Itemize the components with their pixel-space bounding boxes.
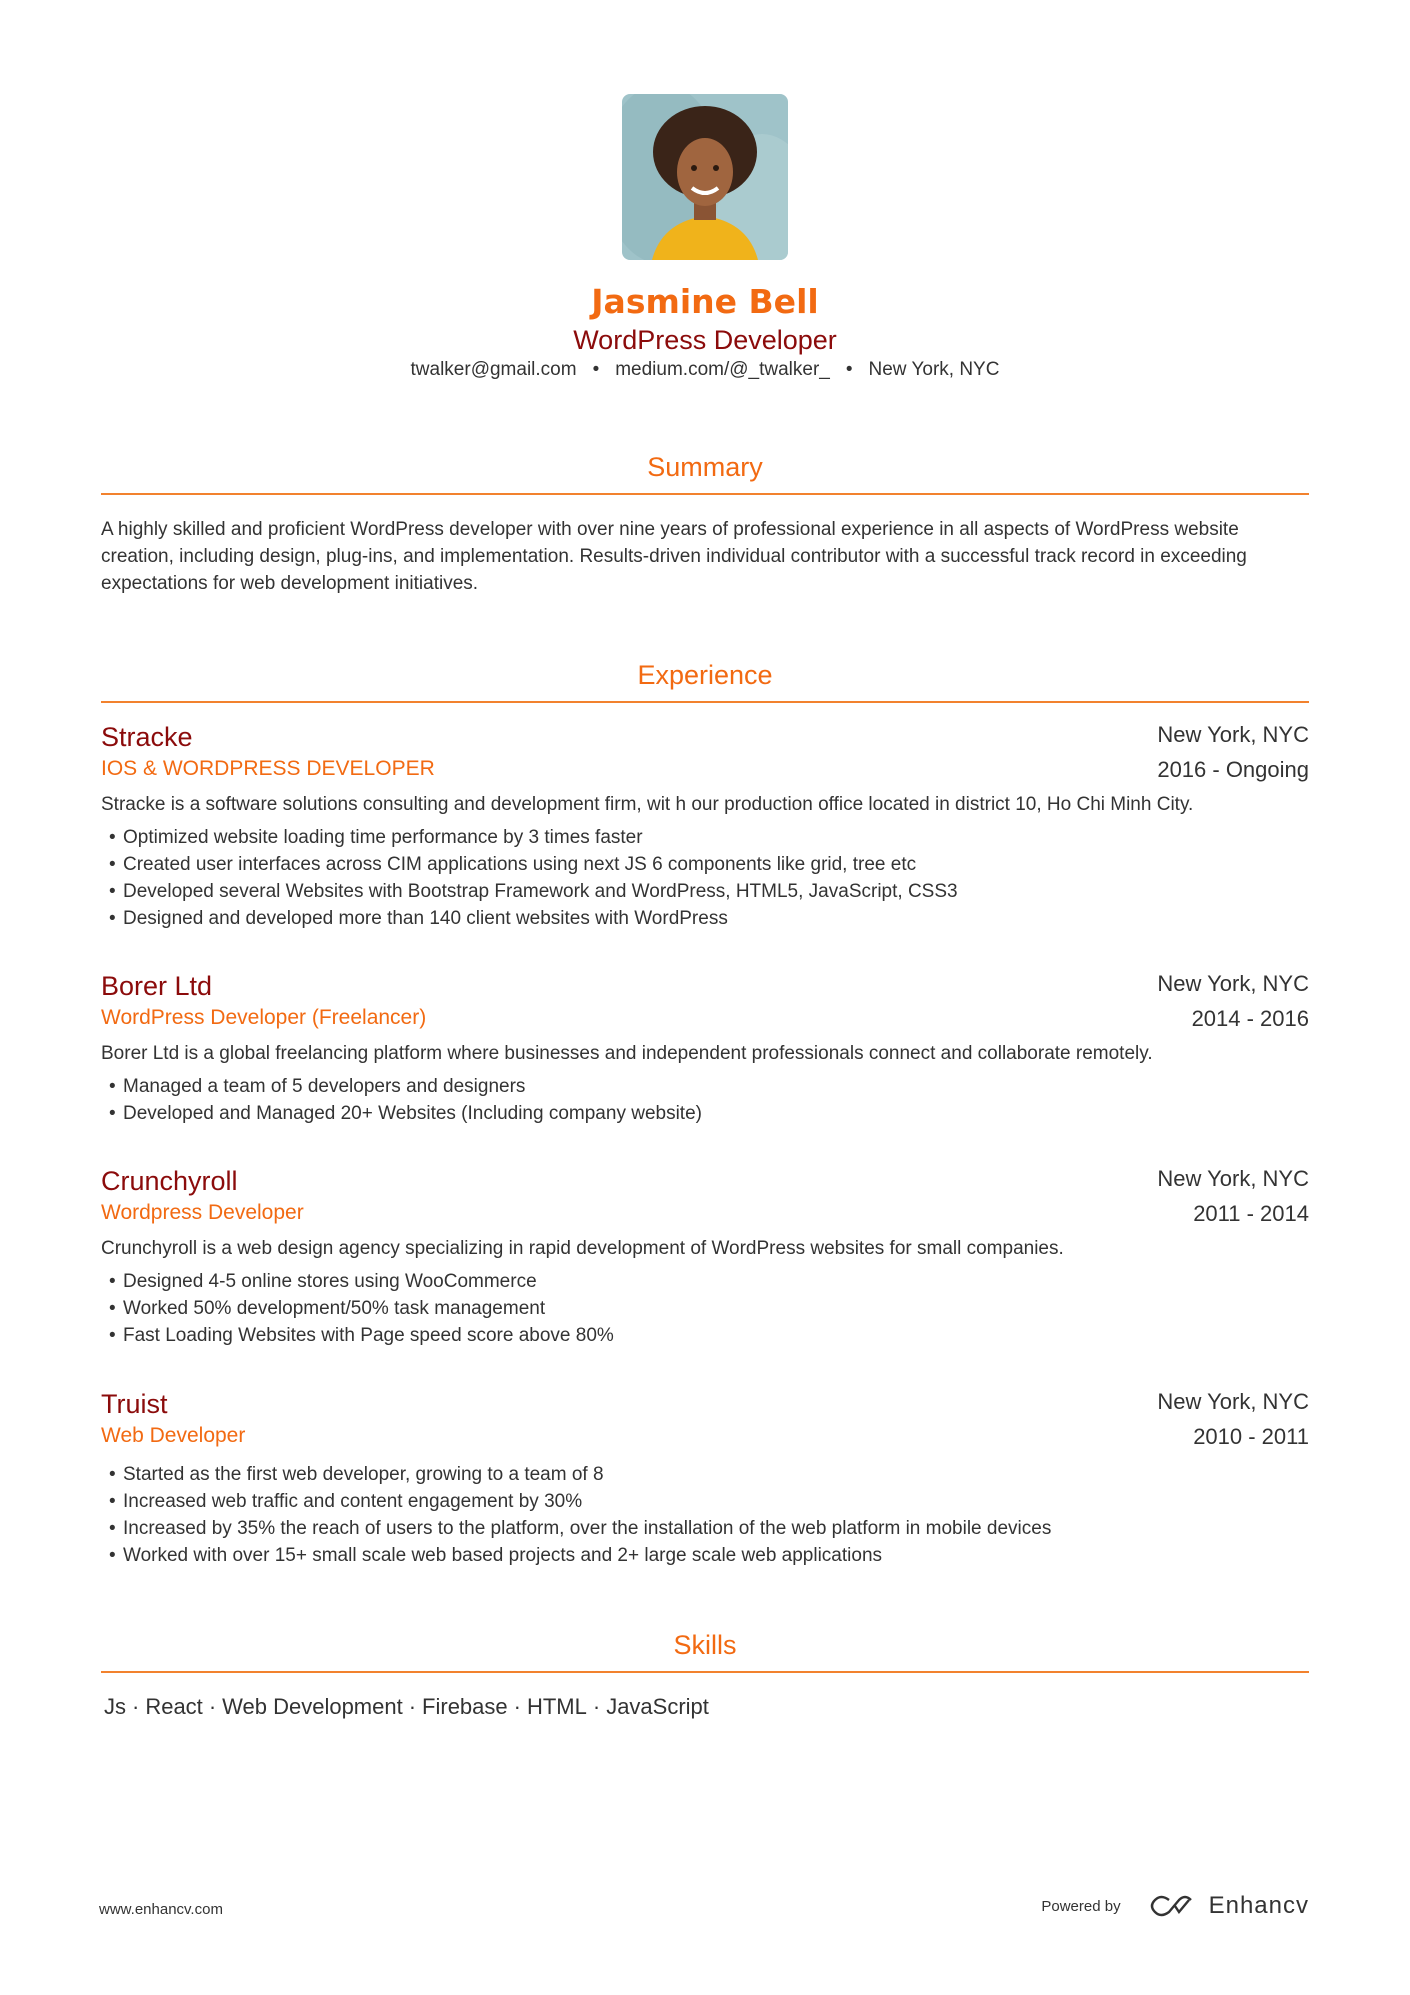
skill-item: React: [145, 1694, 203, 1719]
job-bullets: [101, 1268, 614, 1349]
enhancv-logo-icon: [1149, 1894, 1195, 1918]
job-location: New York, NYC: [1157, 1166, 1309, 1191]
job-location: New York, NYC: [1157, 971, 1309, 996]
list-item: • Worked with over 15+ small scale web based projects and 2+ large scale web applications: [101, 1542, 1051, 1569]
list-item: • Designed and developed more than 140 client websites with WordPress: [101, 905, 958, 932]
footer-branding: [1041, 1892, 1309, 1920]
list-item: • Optimized website loading time performance by 3 times faster: [101, 824, 958, 851]
job-bullets: [101, 1461, 1051, 1569]
skill-item: Js: [104, 1694, 126, 1719]
list-item: • Designed 4-5 online stores using WooCommerce: [101, 1268, 614, 1295]
candidate-title: WordPress Developer: [573, 325, 837, 355]
profile-photo: [622, 94, 788, 260]
list-item: • Developed and Managed 20+ Websites (Including company website): [101, 1100, 702, 1127]
experience-divider: [101, 701, 1309, 703]
contact-info: twalker@gmail.com • medium.com/@_twalker_ • New York, NYC: [410, 359, 1000, 380]
summary-divider: [101, 493, 1309, 495]
list-item: • Started as the first web developer, growing to a team of 8: [101, 1461, 1051, 1488]
job-role: Web Developer: [101, 1424, 246, 1447]
company-name: Stracke: [101, 722, 193, 752]
experience-heading: Experience: [637, 660, 773, 690]
list-item: • Increased web traffic and content engagement by 30%: [101, 1488, 1051, 1515]
powered-by-label: Powered by: [1041, 1897, 1121, 1915]
email[interactable]: twalker@gmail.com: [410, 359, 577, 380]
job-dates: 2016 - Ongoing: [1157, 757, 1309, 782]
job-dates: 2011 - 2014: [1193, 1201, 1309, 1226]
job-description: Crunchyroll is a web design agency specializing in rapid development of WordPress websites for small companies.: [101, 1238, 1064, 1259]
summary-heading: Summary: [647, 452, 763, 482]
skills-heading: Skills: [673, 1630, 737, 1660]
skill-item: HTML: [526, 1694, 587, 1719]
job-location: New York, NYC: [1157, 722, 1309, 747]
job-description: Borer Ltd is a global freelancing platform where businesses and independent professionals connect and collaborate remotely.: [101, 1043, 1153, 1064]
candidate-name: Jasmine Bell: [591, 282, 819, 321]
job-role: IOS & WORDPRESS DEVELOPER: [101, 757, 435, 780]
job-role: WordPress Developer (Freelancer): [101, 1006, 427, 1029]
skills-list: Js · React · Web Development · Firebase · HTML · JavaScript: [104, 1694, 709, 1719]
skill-item: Web Development: [222, 1694, 403, 1719]
skills-divider: [101, 1671, 1309, 1673]
medium-link[interactable]: medium.com/@_twalker_: [615, 359, 830, 380]
list-item: • Developed several Websites with Bootstrap Framework and WordPress, HTML5, JavaScript, CSS3: [101, 878, 958, 905]
skill-item: Firebase: [422, 1694, 508, 1719]
company-name: Crunchyroll: [101, 1166, 238, 1196]
company-name: Truist: [101, 1389, 168, 1419]
footer-website-link[interactable]: www.enhancv.com: [99, 1901, 223, 1918]
job-bullets: [101, 824, 958, 932]
job-dates: 2010 - 2011: [1193, 1424, 1309, 1449]
job-dates: 2014 - 2016: [1191, 1006, 1309, 1031]
company-name: Borer Ltd: [101, 971, 213, 1001]
job-bullets: [101, 1073, 702, 1127]
list-item: • Managed a team of 5 developers and designers: [101, 1073, 702, 1100]
job-role: Wordpress Developer: [101, 1201, 304, 1224]
summary-text: A highly skilled and proficient WordPress developer with over nine years of professional experience in all aspects of WordPress website creation, including design, plug-ins, and implementation. Results-driven individual contributor with a successful track record in exceeding expectations for web development initiatives.: [101, 519, 1247, 594]
list-item: • Fast Loading Websites with Page speed score above 80%: [101, 1322, 614, 1349]
list-item: • Worked 50% development/50% task management: [101, 1295, 614, 1322]
skill-item: JavaScript: [606, 1694, 709, 1719]
job-location: New York, NYC: [1157, 1389, 1309, 1414]
list-item: • Increased by 35% the reach of users to the platform, over the installation of the web platform in mobile devices: [101, 1515, 1051, 1542]
brand-name: Enhancv: [1208, 1892, 1309, 1919]
job-description: Stracke is a software solutions consulting and development firm, wit h our production office located in district 10, Ho Chi Minh City.: [101, 794, 1194, 815]
list-item: • Created user interfaces across CIM applications using next JS 6 components like grid, tree etc: [101, 851, 958, 878]
location: New York, NYC: [868, 359, 1000, 380]
